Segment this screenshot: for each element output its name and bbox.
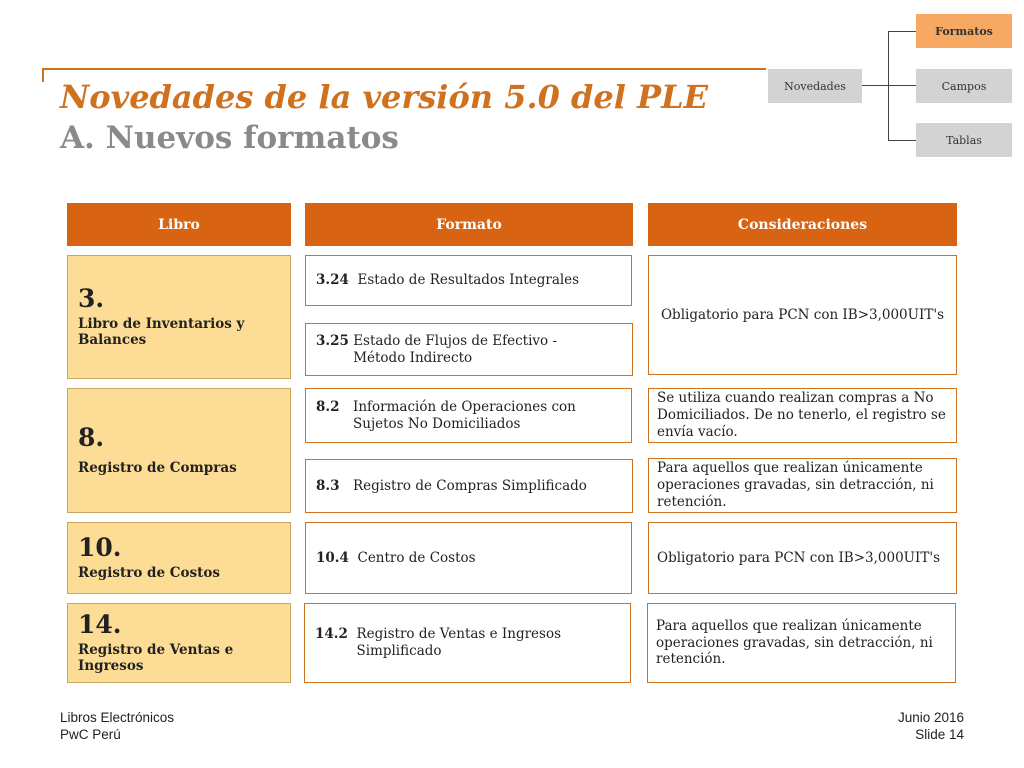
formato-cell-3-24: [305, 255, 632, 306]
formato-text: Registro de Compras Simplificado: [353, 477, 587, 494]
consideraciones-cell-10: Obligatorio para PCN con IB>3,000UIT's: [648, 522, 957, 594]
libro-cell-10: [67, 522, 291, 594]
formato-code: 3.25: [316, 332, 349, 349]
formato-text: Estado de Flujos de Efectivo - Método Indirecto: [353, 332, 558, 366]
column-header-consideraciones: Consideraciones: [648, 203, 957, 246]
formato-cell-3-25: [305, 323, 633, 376]
footer-doc-name: Libros Electrónicos: [60, 710, 175, 725]
libro-number: 3.: [78, 283, 105, 313]
consideraciones-cell-3: Obligatorio para PCN con IB>3,000UIT's: [648, 255, 957, 375]
column-header-formato: Formato: [305, 203, 633, 246]
page-subtitle: A. Nuevos formatos: [60, 120, 399, 156]
title-rule-corner: [42, 68, 44, 82]
nav-connector: [862, 85, 889, 86]
formato-text: Información de Operaciones con Sujetos No Domiciliados: [353, 398, 576, 432]
formato-cell-14-2: [304, 603, 631, 683]
formato-code: 10.4: [316, 549, 349, 566]
footer-slide-number: Slide 14: [915, 726, 964, 742]
nav-root-novedades[interactable]: Novedades: [768, 69, 862, 103]
column-header-libro: Libro: [67, 203, 291, 246]
nav-item-formatos[interactable]: Formatos: [916, 14, 1012, 48]
nav-connector-vertical: [888, 31, 889, 141]
consideraciones-cell-8-3: Para aquellos que realizan únicamente operaciones gravadas, sin detracción, ni retención.: [648, 458, 957, 513]
libro-number: 8.: [78, 422, 105, 452]
libro-cell-8: [67, 388, 291, 513]
formato-cell-8-2: [305, 388, 632, 443]
consideraciones-cell-8-2: Se utiliza cuando realizan compras a No Domiciliados. De no tenerlo, el registro se envía vacío.: [648, 388, 957, 443]
formato-text: Estado de Resultados Integrales: [357, 272, 580, 289]
libro-name: Libro de Inventarios y Balances: [78, 315, 245, 349]
libro-number: 14.: [78, 609, 122, 639]
footer-right: [898, 710, 964, 744]
footer-left: [60, 710, 174, 744]
formato-text: Registro de Ventas e Ingresos Simplificado: [356, 626, 562, 659]
nav-item-tablas[interactable]: Tablas: [916, 123, 1012, 157]
formato-cell-8-3: [305, 459, 633, 513]
title-rule: [42, 68, 766, 70]
nav-connector: [888, 31, 916, 32]
formato-text: Centro de Costos: [357, 549, 476, 566]
libro-name: Registro de Compras: [78, 460, 237, 477]
libro-cell-3: [67, 255, 291, 379]
page-title: Novedades de la versión 5.0 del PLE: [60, 78, 708, 116]
formato-code: 8.2: [316, 398, 340, 415]
nav-item-campos[interactable]: Campos: [916, 69, 1012, 103]
nav-connector: [888, 140, 916, 141]
footer-date: Junio 2016: [897, 710, 964, 725]
libro-cell-14: [67, 603, 291, 683]
libro-number: 10.: [78, 533, 122, 563]
consideraciones-cell-14: Para aquellos que realizan únicamente operaciones gravadas, sin detracción, ni retención.: [647, 603, 956, 683]
libro-name: Registro de Ventas e Ingresos: [78, 641, 234, 675]
formato-code: 8.3: [316, 477, 340, 494]
formato-code: 3.24: [316, 272, 349, 289]
footer-company: PwC Perú: [60, 726, 121, 742]
libro-name: Registro de Costos: [78, 564, 220, 581]
formato-code: 14.2: [315, 626, 348, 643]
formato-cell-10-4: [305, 522, 632, 594]
nav-connector: [888, 85, 916, 86]
